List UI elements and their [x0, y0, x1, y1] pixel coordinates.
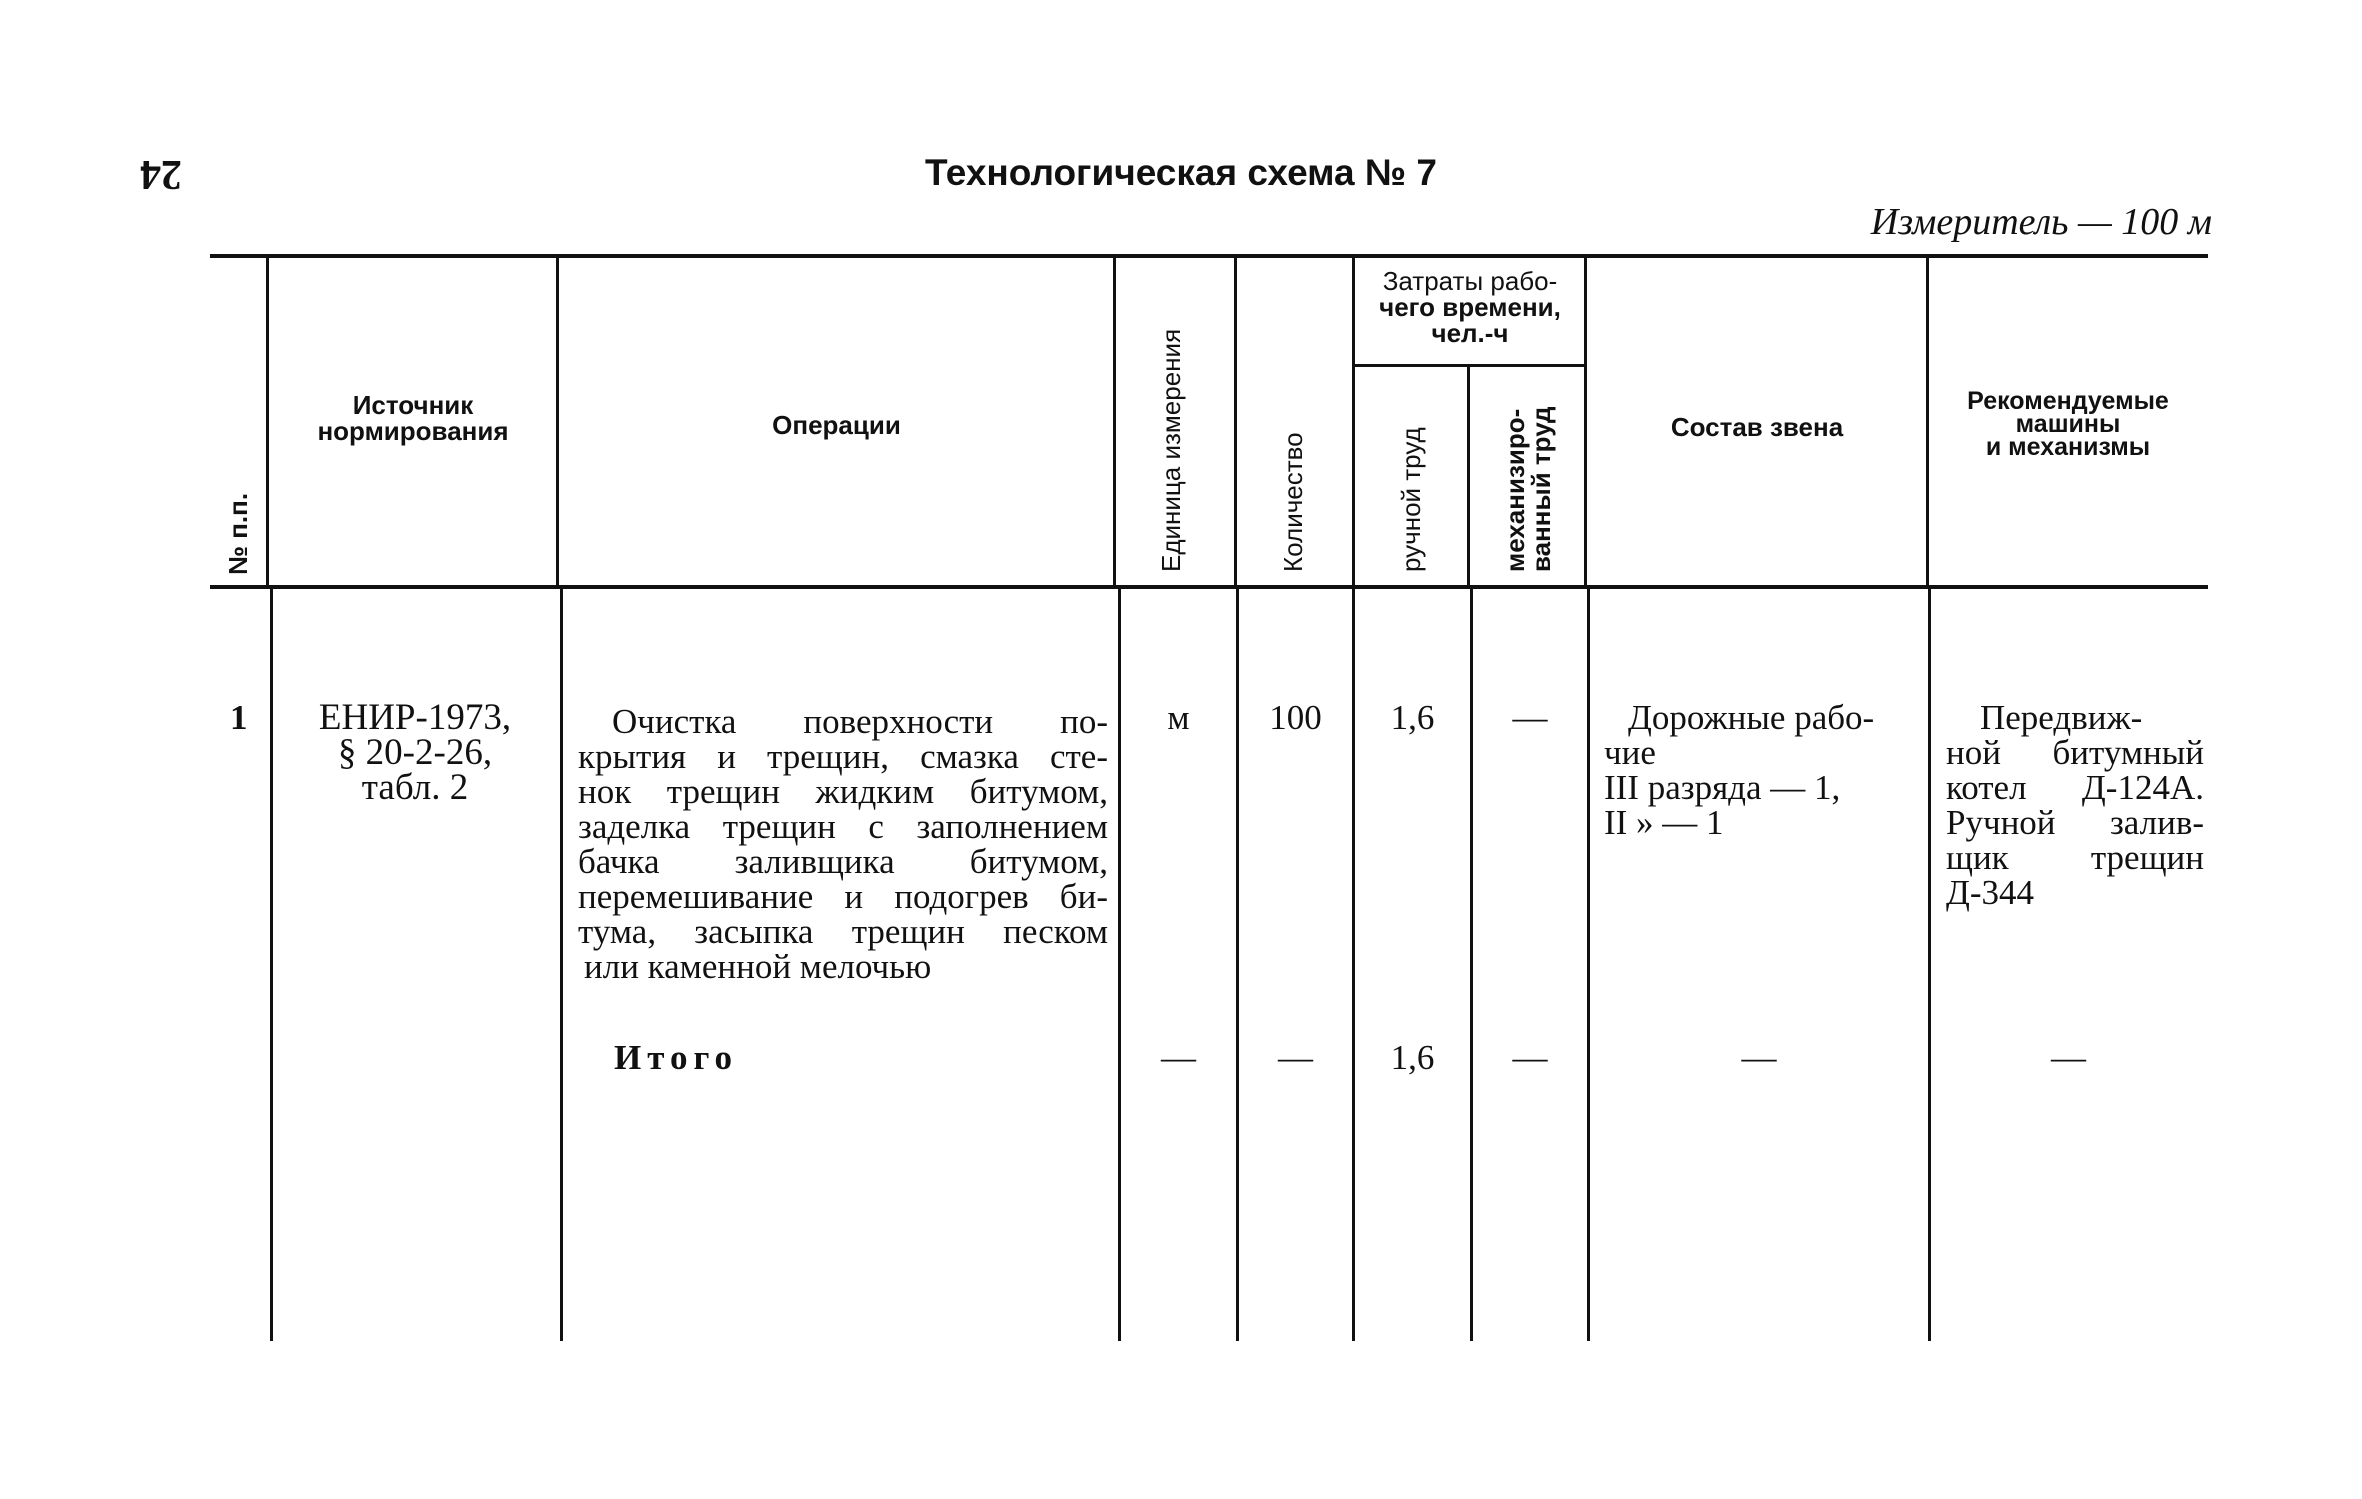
header-labor-line: Затраты рабо- [1382, 266, 1558, 296]
row-operations-line: перемешивание и подогрев би- [578, 877, 1108, 916]
row-machines-line: ной битумный [1946, 733, 2204, 772]
header-source-line: Источник [352, 390, 474, 420]
row-num: 1 [230, 698, 248, 737]
header-source-line: нормирования [317, 416, 509, 446]
header-num: № п.п. [223, 492, 253, 575]
header-mechanized-line: механизиро- [1500, 408, 1530, 572]
row-source-line: § 20-2-26, [337, 732, 493, 773]
total-machines: — [2051, 1038, 2086, 1077]
table-top-border [210, 254, 2208, 258]
table-header-border [210, 585, 2208, 589]
header-source [270, 392, 556, 444]
col-divider [1928, 589, 1931, 1341]
row-operations-line: нок трещин жидким битумом, [578, 772, 1108, 811]
col-divider [1584, 258, 1587, 585]
row-manual: 1,6 [1390, 698, 1435, 737]
row-operations-line: или каменной мелочью [584, 947, 932, 986]
total-manual: 1,6 [1390, 1038, 1435, 1077]
header-labor-line: чел.-ч [1431, 318, 1509, 348]
row-source-line: табл. 2 [361, 767, 469, 808]
header-machines [1930, 387, 2206, 461]
col-divider [1113, 258, 1116, 585]
header-machines-line: машины [2015, 410, 2121, 438]
page-number: 24 [140, 151, 182, 197]
row-operations-line: заделка трещин с заполнением [578, 807, 1108, 846]
total-mechanized: — [1512, 1038, 1548, 1077]
header-labor-line: чего времени, [1379, 292, 1561, 322]
row-machines [1946, 700, 2204, 910]
page-title: Технологическая схема № 7 [924, 152, 1438, 193]
col-divider [1234, 258, 1237, 585]
header-machines-line: и механизмы [1985, 433, 2151, 461]
row-operations-line: крытия и трещин, смазка сте- [578, 737, 1108, 776]
header-mechanized-line: ванный труд [1526, 406, 1556, 572]
row-mechanized: — [1512, 698, 1548, 737]
row-machines-line: щик трещин [1946, 838, 2204, 877]
row-operations-line: тума, засыпка трещин песком [578, 912, 1108, 951]
header-labor-costs [1356, 268, 1584, 346]
row-operations [578, 704, 1108, 984]
col-divider [1926, 258, 1929, 585]
row-crew-line: Дорожные рабо- [1628, 698, 1875, 737]
col-divider [1352, 258, 1355, 585]
row-crew-line: III разряда — 1, [1604, 768, 1841, 807]
row-unit: м [1167, 698, 1190, 737]
col-divider [1467, 366, 1470, 585]
unit-label: Измеритель — 100 м [1870, 201, 2212, 243]
col-divider [266, 258, 269, 585]
total-label: Итого [614, 1038, 738, 1077]
row-crew [1604, 700, 1924, 840]
row-operations-line: бачка заливщика битумом, [578, 842, 1108, 881]
header-unit: Единица измерения [1156, 328, 1186, 572]
col-divider [1587, 589, 1590, 1341]
total-crew: — [1741, 1038, 1777, 1077]
total-quantity: — [1278, 1038, 1313, 1077]
row-machines-line: Передвиж- [1980, 698, 2143, 737]
col-divider [560, 589, 563, 1341]
row-crew-line: чие [1604, 733, 1656, 772]
row-machines-line: Д-344 [1946, 873, 2035, 912]
header-crew: Состав звена [1670, 412, 1844, 442]
header-operations: Операции [772, 410, 901, 440]
row-operations-line: Очистка поверхности по- [612, 702, 1108, 741]
header-quantity: Количество [1278, 432, 1308, 572]
header-machines-line: Рекомендуемые [1967, 387, 2169, 415]
row-quantity: 100 [1269, 698, 1322, 737]
row-crew-line: II » — 1 [1604, 803, 1724, 842]
row-machines-line: Ручной залив- [1946, 803, 2204, 842]
header-mechanized [1502, 406, 1554, 572]
header-manual: ручной труд [1396, 427, 1426, 572]
row-source [272, 697, 558, 808]
row-machines-line: котел Д-124А. [1946, 768, 2204, 807]
col-divider [556, 258, 559, 585]
row-source-line: ЕНИР-1973, [318, 697, 512, 738]
total-unit: — [1161, 1038, 1196, 1077]
